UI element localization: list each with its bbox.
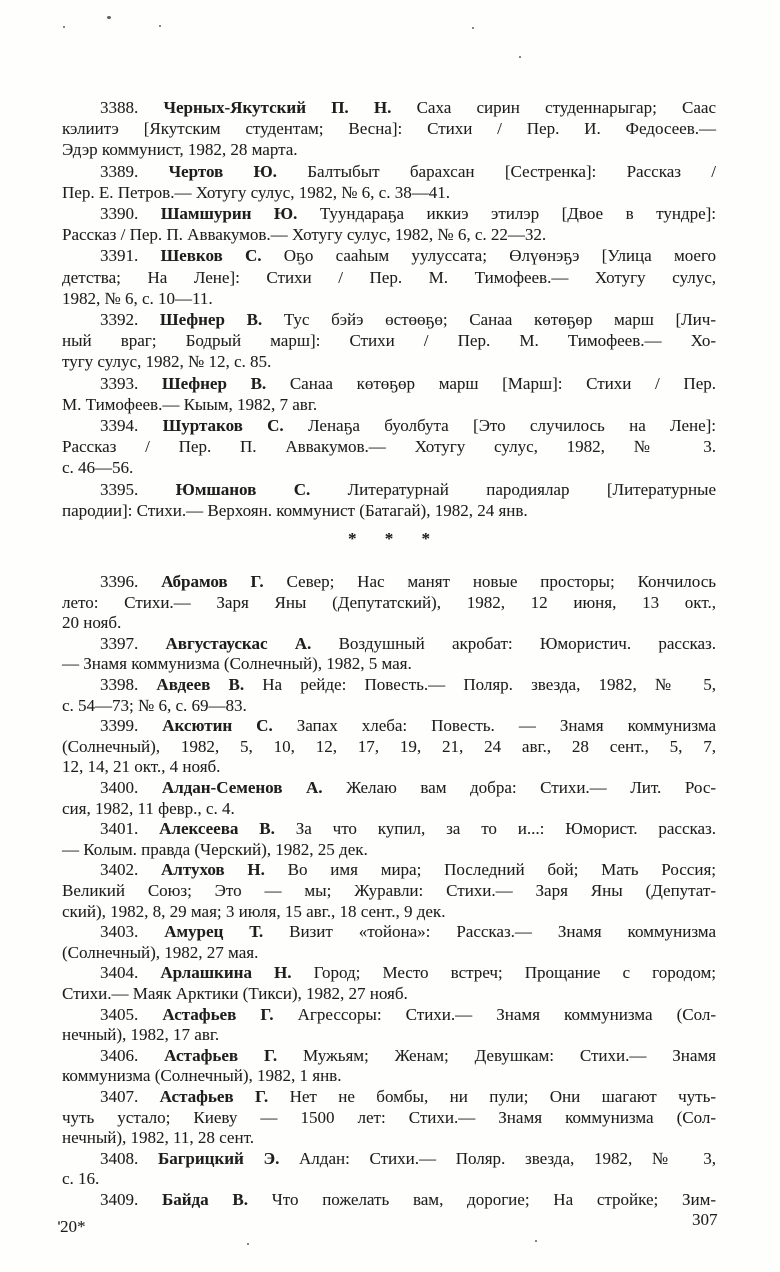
bibliography-section-russian-authors: [62, 572, 716, 1210]
entry-number: 3403.: [100, 922, 139, 942]
bibliography-entry: [62, 479, 716, 521]
entry-author: Черных-Якутский П. Н.: [163, 98, 392, 117]
entry-number: 3391.: [100, 246, 139, 266]
entry-line: Эдэр коммунист, 1982, 28 марта.: [62, 140, 298, 160]
entry-author: Августаускас А.: [165, 633, 312, 653]
entry-first-line: [62, 1046, 716, 1067]
entry-line: — Знамя коммунизма (Солнечный), 1982, 5 мая.: [62, 654, 412, 674]
scan-speck: [107, 16, 111, 19]
entry-number: 3402.: [100, 860, 139, 880]
entry-author: Алексеева В.: [159, 819, 275, 839]
entry-text: Балтыбыт барахсан [Сестренка]: Рассказ /: [307, 161, 717, 181]
entry-line: (Солнечный), 1982, 5, 10, 12, 17, 19, 21, 24 авг., 28 сент., 5, 7,: [62, 736, 716, 756]
bibliography-entry: [62, 819, 716, 860]
entry-line: нечный), 1982, 17 авг.: [62, 1025, 220, 1045]
entry-line: с. 16.: [62, 1169, 100, 1189]
entry-first-line: [62, 309, 716, 330]
entry-line: коммунизма (Солнечный), 1982, 1 янв.: [62, 1066, 342, 1086]
entry-number: 3389.: [100, 161, 139, 181]
entry-first-line: [62, 161, 716, 182]
entry-number: 3406.: [100, 1045, 139, 1065]
entry-line: 1982, № 6, с. 10—11.: [62, 288, 213, 308]
entry-first-line: [62, 860, 716, 881]
bibliography-text-block: [62, 97, 716, 1210]
entry-number: 3405.: [100, 1004, 139, 1024]
entry-text: Литературнай пародиялар [Литературные: [347, 479, 717, 499]
entry-number: 3408.: [100, 1148, 139, 1168]
bibliography-entry: [62, 203, 716, 245]
entry-text: Север; Нас манят новые просторы; Кончилось: [286, 572, 717, 592]
entry-number: 3396.: [100, 572, 139, 592]
entry-line: Рассказ / Пер. П. Аввакумов.— Хотугу сулус, 1982, № 3.: [62, 437, 716, 457]
entry-first-line: [62, 1190, 716, 1211]
bibliography-entry: [62, 922, 716, 963]
entry-number: 3390.: [100, 204, 139, 224]
bibliography-entry: [62, 860, 716, 922]
entry-line: 20 нояб.: [62, 613, 122, 633]
entry-author: Алдан-Семенов А.: [161, 778, 323, 797]
entry-text: Мужьям; Женам; Девушкам: Стихи.— Знамя: [303, 1045, 717, 1065]
entry-first-line: [62, 415, 716, 436]
bibliography-entry: [62, 373, 716, 415]
entry-number: 3388.: [100, 98, 139, 117]
entry-text: За что купил, за то и...: Юморист. рассказ.: [295, 819, 717, 839]
bibliography-entry: [62, 309, 716, 373]
entry-line: детства; На Лене]: Стихи / Пер. М. Тимофеев.— Хотугу сулус,: [62, 267, 716, 287]
entry-author: Абрамов Г.: [161, 572, 264, 592]
entry-number: 3404.: [100, 963, 139, 983]
entry-first-line: [62, 922, 716, 943]
entry-first-line: [62, 675, 716, 696]
entry-line: Великий Союз; Это — мы; Журавли: Стихи.— Заря Яны (Депутат-: [62, 880, 716, 900]
entry-first-line: [62, 963, 716, 984]
bibliography-entry: [62, 97, 716, 161]
entry-first-line: [62, 716, 716, 737]
entry-line: Пер. Е. Петров.— Хотугу сулус, 1982, № 6, с. 38—41.: [62, 182, 450, 202]
section-separator-asterisks: * * *: [348, 529, 442, 549]
bibliography-entry: [62, 1046, 716, 1087]
entry-author: Амурец Т.: [164, 922, 264, 942]
scan-speck: [519, 56, 521, 58]
entry-text: Запах хлеба: Повесть. — Знамя коммунизма: [296, 716, 717, 736]
entry-line: с. 46—56.: [62, 458, 134, 478]
entry-line: сия, 1982, 11 февр., с. 4.: [62, 798, 235, 818]
entry-author: Астафьев Г.: [162, 1004, 274, 1024]
entry-number: 3392.: [100, 310, 139, 330]
bibliography-section-yakut-translations: [62, 97, 716, 521]
entry-text: Нет не бомбы, ни пули; Они шагают чуть-: [289, 1086, 717, 1106]
entry-line: (Солнечный), 1982, 27 мая.: [62, 942, 259, 962]
entry-author: Шефнер В.: [159, 310, 263, 330]
scan-speck: [247, 1243, 249, 1245]
entry-number: 3397.: [100, 633, 139, 653]
entry-first-line: [62, 479, 716, 500]
entry-first-line: [62, 778, 716, 799]
bibliography-entry: [62, 245, 716, 309]
entry-line: лето: Стихи.— Заря Яны (Депутатский), 1982, 12 июня, 13 окт.,: [62, 592, 716, 612]
entry-first-line: [62, 572, 716, 593]
entry-first-line: [62, 203, 716, 224]
entry-line: кэлиитэ [Якутским студентам; Весна]: Стихи / Пер. И. Федосеев.—: [62, 119, 716, 139]
entry-number: 3401.: [100, 819, 139, 839]
bibliography-entry: [62, 634, 716, 675]
entry-author: Астафьев Г.: [159, 1086, 269, 1106]
entry-first-line: [62, 634, 716, 655]
entry-author: Шамшурин Ю.: [160, 204, 298, 224]
entry-text: Ленаҕа буолбута [Это случилось на Лене]:: [308, 416, 717, 436]
entry-text: Во имя мира; Последний бой; Мать Россия;: [287, 860, 716, 880]
entry-number: 3400.: [100, 778, 139, 797]
entry-author: Шевков С.: [160, 246, 262, 266]
entry-first-line: [62, 1087, 716, 1108]
bibliography-entry: [62, 1087, 716, 1149]
entry-author: Чертов Ю.: [168, 161, 277, 181]
entry-number: 3394.: [100, 416, 139, 436]
entry-number: 3409.: [100, 1189, 139, 1209]
entry-text: Воздушный акробат: Юмористич. рассказ.: [338, 633, 717, 653]
entry-text: Саха сирин студеннарыгар; Саас: [416, 98, 716, 117]
entry-line: с. 54—73; № 6, с. 69—83.: [62, 695, 247, 715]
entry-author: Шефнер В.: [161, 373, 267, 393]
entry-line: пародии]: Стихи.— Верхоян. коммунист (Батагай), 1982, 24 янв.: [62, 500, 528, 520]
entry-line: — Колым. правда (Черский), 1982, 25 дек.: [62, 839, 368, 859]
entry-text: Желаю вам добра: Стихи.— Лит. Рос-: [346, 778, 717, 797]
entry-first-line: [62, 97, 716, 118]
entry-first-line: [62, 1149, 716, 1170]
entry-number: 3399.: [100, 716, 139, 736]
entry-author: Шуртаков С.: [162, 416, 284, 436]
entry-line: М. Тимофеев.— Кыым, 1982, 7 авг.: [62, 394, 318, 414]
entry-text: Агрессоры: Стихи.— Знамя коммунизма (Сол-: [297, 1004, 717, 1024]
entry-number: 3407.: [100, 1086, 139, 1106]
entry-author: Астафьев Г.: [164, 1045, 278, 1065]
scan-speck: [159, 25, 161, 27]
entry-number: 3398.: [100, 675, 139, 695]
entry-number: 3393.: [100, 373, 139, 393]
printer-signature-mark: 20*: [60, 1217, 86, 1236]
bibliography-entry: [62, 1005, 716, 1046]
entry-line: 12, 14, 21 окт., 4 нояб.: [62, 757, 221, 777]
entry-line: тугу сулус, 1982, № 12, с. 85.: [62, 352, 272, 372]
entry-text: Алдан: Стихи.— Поляр. звезда, 1982, № 3,: [299, 1148, 717, 1168]
entry-author: Арлашкина Н.: [160, 963, 292, 983]
entry-line: чуть устало; Киеву — 1500 лет: Стихи.— Знамя коммунизма (Сол-: [62, 1107, 716, 1127]
entry-line: Стихи.— Маяк Арктики (Тикси), 1982, 27 нояб.: [62, 983, 408, 1003]
entry-text: Тус бэйэ өстөөҕө; Санаа көтөҕөр марш [Лич-: [283, 310, 716, 330]
entry-line: Рассказ / Пер. П. Аввакумов.— Хотугу сулус, 1982, № 6, с. 22—32.: [62, 225, 547, 245]
scan-speck: [63, 26, 65, 28]
entry-author: Алтухов Н.: [161, 860, 265, 880]
entry-text: Оҕо сааһым уулуссата; Өлүөнэҕэ [Улица моего: [283, 246, 716, 266]
entry-line: ный враг; Бодрый марш]: Стихи / Пер. М. Тимофеев.— Хо-: [62, 331, 716, 351]
entry-number: 3395.: [100, 479, 139, 499]
page-number: 307: [692, 1210, 718, 1229]
entry-text: Что пожелать вам, дорогие; На стройке; Зим-: [271, 1189, 717, 1209]
bibliography-entry: [62, 675, 716, 716]
scan-speck: [472, 27, 474, 29]
entry-author: Байда В.: [162, 1189, 248, 1209]
entry-text: Санаа көтөҕөр марш [Марш]: Стихи / Пер.: [289, 373, 716, 393]
entry-first-line: [62, 373, 716, 394]
entry-author: Юмшанов С.: [175, 479, 311, 499]
bibliography-entry: [62, 1149, 716, 1190]
entry-text: Туундараҕа иккиэ этилэр [Двое в тундре]:: [319, 204, 716, 224]
bibliography-entry: [62, 415, 716, 479]
entry-author: Авдеев В.: [156, 675, 245, 695]
entry-first-line: [62, 819, 716, 840]
entry-first-line: [62, 245, 716, 266]
entry-author: Аксютин С.: [162, 716, 273, 736]
entry-author: Багрицкий Э.: [157, 1148, 280, 1168]
entry-text: Визит «тойона»: Рассказ.— Знамя коммунизма: [289, 922, 716, 942]
bibliography-entry: [62, 572, 716, 634]
bibliography-entry: [62, 716, 716, 778]
scan-speck: [535, 1240, 537, 1242]
bibliography-entry: [62, 1190, 716, 1211]
entry-line: ский), 1982, 8, 29 мая; 3 июля, 15 авг., 18 сент., 9 дек.: [62, 901, 446, 921]
entry-text: Город; Место встреч; Прощание с городом;: [313, 963, 717, 983]
bibliography-entry: [62, 161, 716, 203]
entry-line: нечный), 1982, 11, 28 сент.: [62, 1128, 254, 1148]
bibliography-entry: [62, 963, 716, 1004]
entry-first-line: [62, 1005, 716, 1026]
entry-text: На рейде: Повесть.— Поляр. звезда, 1982, № 5,: [262, 675, 716, 695]
bibliography-entry: [62, 778, 716, 819]
